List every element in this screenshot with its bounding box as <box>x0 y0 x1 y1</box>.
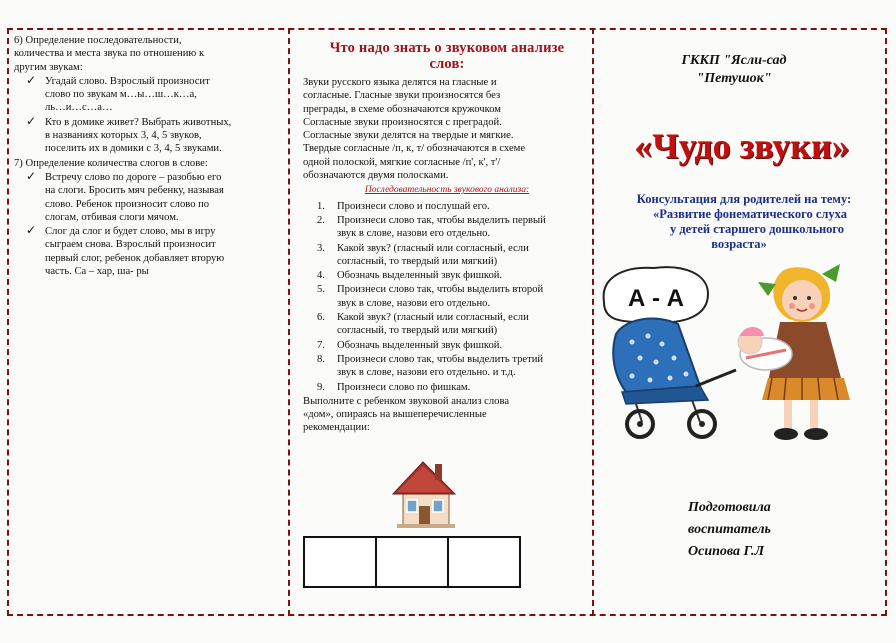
girl-with-stroller-illustration <box>596 262 866 452</box>
text-line: звук в слове, назови его отдельно. и т.д. <box>337 367 516 379</box>
text-line: Что надо знать о звуковом анализе <box>329 40 565 56</box>
step-item <box>303 311 591 338</box>
intro-text <box>303 76 591 182</box>
text-line: Выполните с ребенком звуковой анализ слова <box>303 395 510 407</box>
fold-line-right <box>592 28 594 616</box>
text-line: согласный, то твердый или мягкий) <box>337 255 498 267</box>
analysis-steps <box>303 200 591 394</box>
text-line: другим звукам: <box>14 61 83 73</box>
text-line: преграды, в схеме обозначаются кружочком <box>303 103 501 115</box>
game-who-lives <box>14 113 286 156</box>
text-line: «Развитие фонематического слуха <box>653 207 847 221</box>
step-item <box>303 242 591 269</box>
text-line: одной полоской, мягкие согласные /п', к', т'/ <box>303 156 501 168</box>
text-line: Произнеси слово и послушай его. <box>337 200 490 212</box>
text-line: Какой звук? (гласный или согласный, если <box>337 242 529 254</box>
text-line: обозначаются двумя полосками. <box>303 170 449 182</box>
sound-scheme-cells <box>303 536 521 588</box>
text-line: слово. Ребенок произносит слово по <box>45 198 210 210</box>
step-number: 7. <box>317 339 325 351</box>
text-line: Произнеси слово так, чтобы выделить третий <box>337 353 544 365</box>
check-icon: ✓ <box>26 168 37 183</box>
step-number: 4. <box>317 270 325 282</box>
text-line: сыграем снова. Взрослый произносит <box>45 239 216 251</box>
step-item <box>303 353 591 380</box>
step-number: 8. <box>317 353 325 365</box>
sound-cell[interactable] <box>447 536 521 588</box>
text-line: воспитатель <box>688 522 771 537</box>
text-line: Слог да слог и будет слово, мы в игру <box>45 226 216 238</box>
left-column <box>14 34 286 279</box>
consultation-topic <box>604 192 884 252</box>
item7-games <box>14 168 286 278</box>
step-item <box>303 339 591 352</box>
step-number: 6. <box>317 312 325 324</box>
text-line: Произнеси слово по фишкам. <box>337 381 471 393</box>
text-line: у детей старшего дошкольного <box>669 222 845 236</box>
text-line: рекомендации: <box>303 422 370 434</box>
author-block <box>688 497 771 563</box>
text-line: Подготовила <box>688 500 771 515</box>
text-line: Произнеси слово так, чтобы выделить первый <box>337 214 546 226</box>
text-line: Звуки русского языка делятся на гласные и <box>303 77 497 88</box>
step-number: 2. <box>317 214 325 226</box>
text-line: Кто в домике живет? Выбрать животных, <box>45 116 232 128</box>
text-line: звук в слове, назови его отдельно. <box>337 228 491 240</box>
text-line: согласные. Гласные звуки произносятся без <box>303 90 501 102</box>
text-line: ль…и…с…а… <box>45 102 113 114</box>
text-line: слово по звукам м…ы…ш…к…а, <box>45 89 197 101</box>
check-icon: ✓ <box>26 72 37 87</box>
task-text <box>303 395 591 435</box>
text-line: количества и места звука по отношению к <box>14 48 205 60</box>
text-line: «дом», опираясь на вышеперечисленные <box>303 409 487 421</box>
text-line: Твердые согласные /п, к, т/ обозначаются в схеме <box>303 143 526 155</box>
text-line: Обозначь выделенный звук фишкой. <box>337 270 503 282</box>
text-line: Консультация для родителей на тему: <box>636 192 852 206</box>
house-icon <box>389 456 461 530</box>
text-line: Произнеси слово так, чтобы выделить второй <box>337 284 544 296</box>
game-meet-word <box>14 168 286 224</box>
item7-heading <box>14 157 286 170</box>
text-line: звук в слове, назови его отдельно. <box>337 297 491 309</box>
check-icon: ✓ <box>26 113 37 128</box>
text-line: возраста» <box>711 237 767 251</box>
text-line: Какой звук? (гласный или согласный, если <box>337 312 529 324</box>
text-line: "Петушок" <box>696 71 772 86</box>
text-line: первый слог, ребенок добавляет вторую <box>45 252 225 264</box>
step-item <box>303 214 591 241</box>
text-line: 7) Определение количества слогов в слове: <box>14 157 208 169</box>
middle-column <box>303 34 591 435</box>
step-number: 5. <box>317 284 325 296</box>
check-icon: ✓ <box>26 223 37 238</box>
step-number: 1. <box>317 200 325 212</box>
step-item <box>303 283 591 310</box>
stroller <box>613 319 736 437</box>
text-line: 6) Определение последовательности, <box>14 35 182 46</box>
text-line: Согласные звуки произносятся с преградой. <box>303 116 502 128</box>
step-item <box>303 381 591 394</box>
sound-analysis-title <box>303 40 591 72</box>
step-number: 9. <box>317 381 325 393</box>
text-line: на слоги. Бросить мяч ребенку, называя <box>45 185 224 197</box>
text-line: Обозначь выделенный звук фишкой. <box>337 339 503 351</box>
text-line: часть. Са – хар, ша- ры <box>45 266 149 278</box>
organization-name <box>600 52 868 88</box>
game-syllable <box>14 225 286 278</box>
sequence-title: Последовательность звукового анализа: <box>364 185 530 196</box>
game-guess-word <box>14 72 286 115</box>
text-line: слогам, отбивая слоги мячом. <box>45 211 179 223</box>
item6-games <box>14 72 286 156</box>
text-line: согласный, то твердый или мягкий) <box>337 325 498 337</box>
text-line: в названиях которых 3, 4, 5 звуков, <box>45 130 202 142</box>
step-number: 3. <box>317 242 325 254</box>
girl <box>738 264 850 440</box>
text-line: Встречу слово по дороге – разобью его <box>45 171 222 183</box>
text-line: Согласные звуки делятся на твердые и мягкие. <box>303 130 514 142</box>
step-item <box>303 200 591 213</box>
sound-cell[interactable] <box>303 536 377 588</box>
text-line: Угадай слово. Взрослый произносит <box>45 75 210 87</box>
item6-heading <box>14 34 286 74</box>
sound-cell[interactable] <box>375 536 449 588</box>
fold-line-left <box>288 28 290 616</box>
text-line: поселить их в домики с 3, 4, 5 звуками. <box>45 143 222 155</box>
text-line: Осипова Г.Л <box>688 544 765 559</box>
text-line: ГККП "Ясли-сад <box>681 53 787 68</box>
main-title: «Чудо звуки» <box>634 126 850 166</box>
step-item <box>303 269 591 282</box>
speech-bubble-text: А - А <box>628 285 684 312</box>
text-line: слов: <box>429 56 465 72</box>
